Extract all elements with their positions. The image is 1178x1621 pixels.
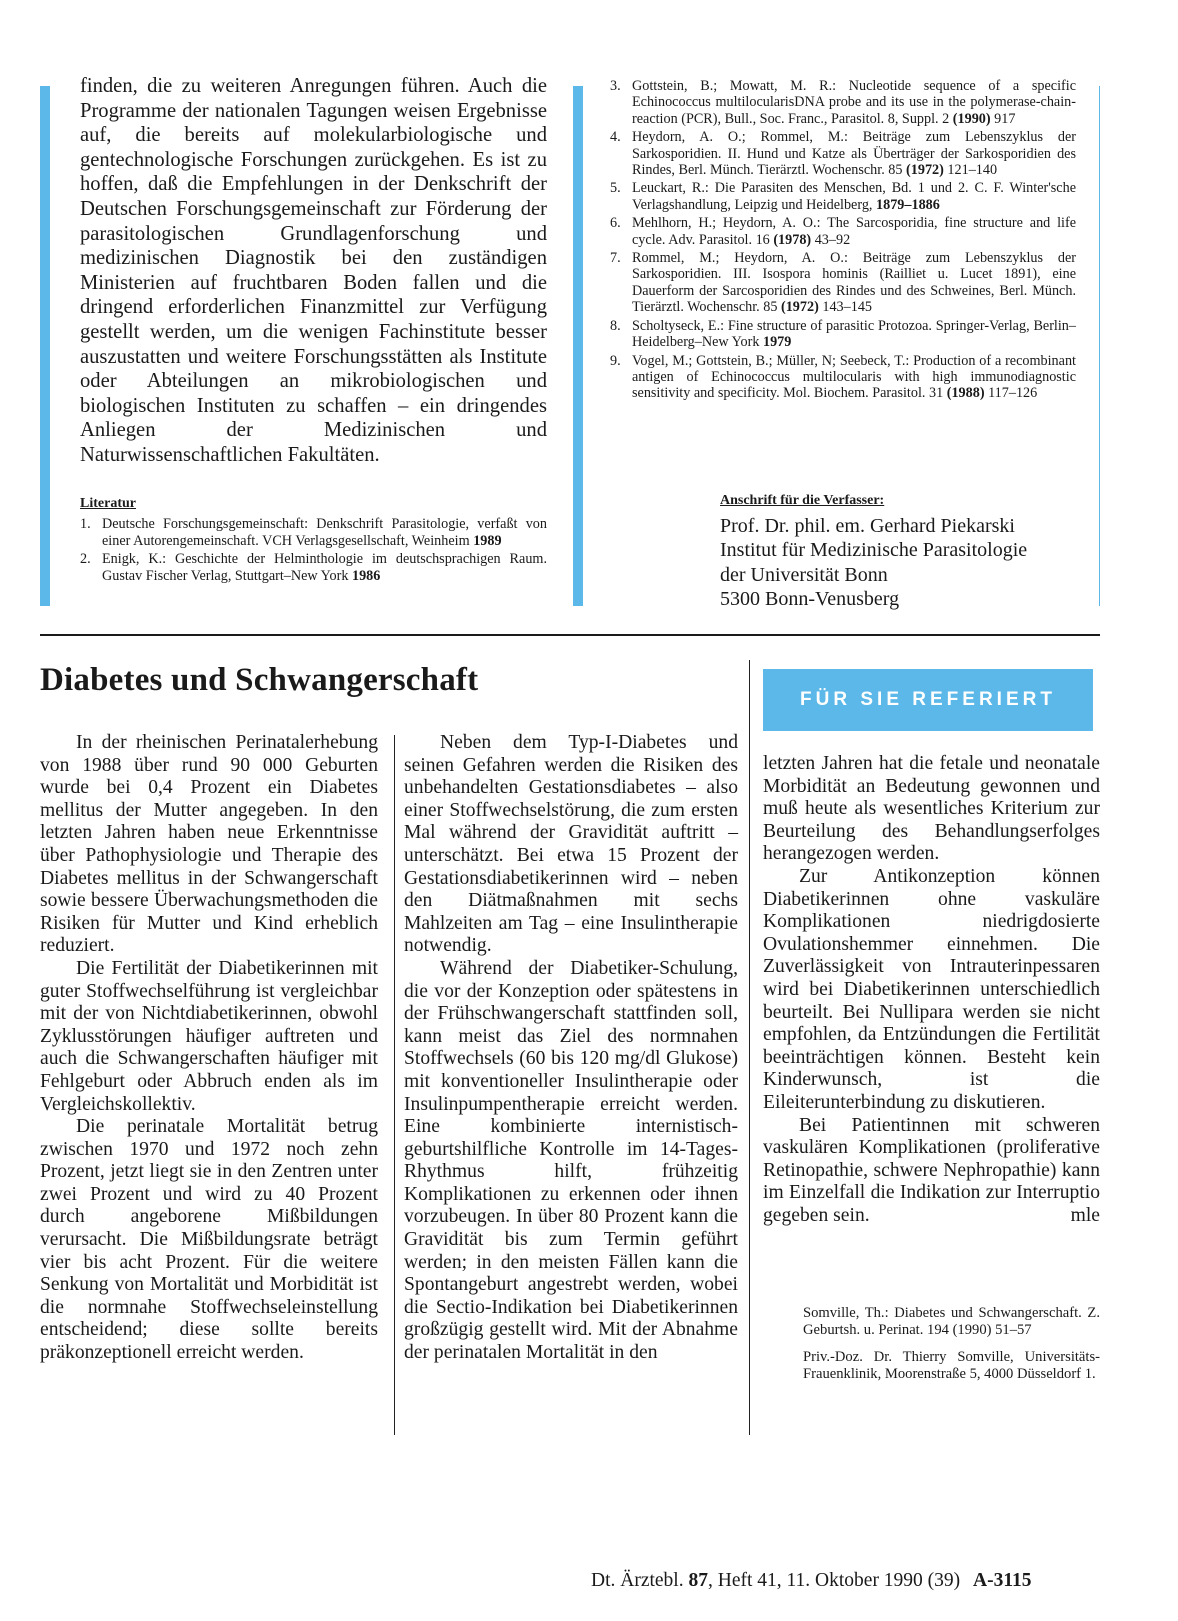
reference-body: Rommel, M.; Heydorn, A. O.: Beiträge zum Lebenszyklus der Sarkosporidien. III. Isospora hominis (Railliet u. Lucet 1891), eine Dauerform der Sarcosporidien des Rindes und des Schweines, Berl. Münch. Tierärztl. Wochenschr. 85 (632, 250, 1076, 316)
reference-text (632, 318, 1076, 351)
reference-item (610, 318, 1076, 351)
article-column-1 (40, 732, 378, 1365)
author-address (720, 493, 1090, 612)
reference-body: Scholtyseck, E.: Fine structure of parasitic Protozoa. Springer-Verlag, Berlin–Heidelberg–New York (632, 317, 1076, 351)
source-block (803, 1305, 1100, 1393)
column-divider (749, 660, 750, 1435)
last-paragraph-text: Bei Patientinnen mit schweren vaskulären Komplikationen (proliferative Retinopathie, schwere Nephropathie) kann im Einzelfall die Indikation zur Interruptio gegeben sein. (763, 1114, 1100, 1226)
reference-text (102, 516, 547, 549)
journal-volume: 87 (688, 1570, 708, 1591)
reference-body: Mehlhorn, H.; Heydorn, A. O.: The Sarcosporidia, fine structure and life cycle. Adv. Parasitol. 16 (632, 215, 1076, 248)
paragraph: In der rheinischen Perinatalerhebung von 1988 über rund 90 000 Geburten wurde bei 0,4 Prozent ein Diabetes mellitus der Mutter angegeben. In den letzten Jahren haben neue Erkenntnisse über Pathophysiologie und Therapie des Diabetes mellitus in der Schwangerschaft sowie bessere Überwachungsmethoden die Risiken für Mutter und Kind erheblich reduziert. (40, 732, 378, 957)
reference-number: 5. (610, 180, 621, 197)
issue-date: , Heft 41, 11. Oktober 1990 (39) (707, 1570, 961, 1591)
paragraph: letzten Jahren hat die fetale und neonatale Morbidität an Bedeutung gewonnen und muß heute als wesentliches Kriterium zur Beurteilung des Behandlungserfolges herangezogen werden. (763, 753, 1100, 865)
source-citation: Somville, Th.: Diabetes und Schwangerschaft. Z. Geburtsh. u. Perinat. 194 (1990) 51–57 (803, 1305, 1100, 1338)
reference-item (610, 353, 1076, 402)
article-paragraph: finden, die zu weiteren Anregungen führen. Auch die Programme der nationalen Tagungen weisen Ergebnisse auf, die bereits auf molekularbiologische und gentechnologische Forschungen zurückgehen. Es ist zu hoffen, daß die Empfehlungen in der Denkschrift der Deutschen Forschungsgemeinschaft zur Förderung der parasitologischen Grundlagenforschung und medizinischen Diagnostik bei den zuständigen Ministerien auf fruchtbaren Boden fallen und die dringend erforderlichen Finanzmittel zur Verfügung gestellt werden, um die wenigen Fachinstitute besser auszustatten und weitere Forschungsstätten als Institute oder Abteilungen an mikrobiologischen und biologischen Instituten zu schaffen – ein dringendes Anliegen der Medizinischen und Naturwissenschaftlichen Fakultäten. (80, 75, 547, 466)
reference-pages: 143–145 (822, 299, 873, 316)
page-footer (591, 1570, 1032, 1592)
address-line: der Universität Bonn (720, 563, 888, 586)
reference-year: (1990) (952, 110, 991, 127)
paragraph: Die Fertilität der Diabetikerinnen mit guter Stoffwechselführung ist vergleichbar mit der von Nichtdiabetikerinnen, obwohl Zyklusstörungen häufiger auftreten und auch die Schwangerschaften häufiger mit Fehlgeburt oder Abbruch enden als im Vergleichskollektiv. (40, 957, 378, 1115)
reference-pages: 117–126 (988, 385, 1038, 402)
address-line: 5300 Bonn-Venusberg (720, 588, 900, 611)
reference-list-left (80, 516, 547, 584)
reference-pages: 43–92 (814, 231, 851, 248)
address-line: Institut für Medizinische Parasitologie (720, 539, 1028, 562)
section-divider (40, 634, 1100, 636)
reference-year: (1988) (946, 385, 985, 402)
reference-year: 1989 (473, 532, 502, 549)
accent-bar-middle (573, 86, 583, 606)
paragraph (763, 1115, 1100, 1228)
reference-text (632, 180, 1076, 213)
reference-pages: 121–140 (947, 162, 998, 179)
article-column-3 (763, 753, 1100, 1227)
article-title: Diabetes und Schwangerschaft (40, 662, 479, 698)
reference-text (632, 215, 1076, 248)
reference-number: 9. (610, 352, 621, 369)
reference-item (610, 129, 1076, 178)
reference-text (632, 129, 1076, 178)
article-column-2 (404, 732, 738, 1365)
reference-item (610, 180, 1076, 213)
reference-body: Enigk, K.: Geschichte der Helminthologie im deutschsprachigen Raum. Gustav Fischer Verlag, Stuttgart–New York (102, 551, 547, 584)
reference-text (102, 551, 547, 584)
reference-number: 1. (80, 516, 91, 533)
reference-number: 2. (80, 551, 91, 568)
reference-text (632, 353, 1076, 402)
source-address: Priv.-Doz. Dr. Thierry Somville, Universitäts-Frauenklinik, Moorenstraße 5, 4000 Düsseldorf 1. (803, 1349, 1100, 1382)
reference-item (80, 516, 547, 549)
reference-body: Leuckart, R.: Die Parasiten des Menschen, Bd. 1 und 2. C. F. Winter'sche Verlagshandlung, Leipzig und Heidelberg, (632, 180, 1076, 213)
reference-number: 3. (610, 78, 621, 94)
reference-year: (1978) (773, 231, 812, 248)
accent-bar-left (40, 86, 50, 606)
paragraph: Zur Antikonzeption können Diabetikerinnen ohne vaskuläre Komplikationen niedrigdosierte Ovulationshemmer einnehmen. Die Zuverlässigkeit von Intrauterinpessaren wird bei Diabetikerinnen unterschiedlich beurteilt. Bei Nullipara werden sie nicht empfohlen, da Entzündungen die Fertilität beeinträchtigen können. Besteht kein Kinderwunsch, ist die Eileiterunterbindung zu diskutieren. (763, 865, 1100, 1113)
paragraph: Neben dem Typ-I-Diabetes und seinen Gefahren werden die Risiken des unbehandelten Gestationsdiabetes – also einer Stoffwechselstörung, die zum ersten Mal während der Gravidität auftritt – unterschätzt. Bei etwa 15 Prozent der Gestationsdiabetikerinnen wird – neben den Diätmaßnahmen mit sechs Mahlzeiten am Tag – eine Insulintherapie notwendig. (404, 732, 738, 957)
reference-number: 4. (610, 129, 621, 146)
journal-name: Dt. Ärztebl. (591, 1570, 684, 1591)
reference-year: (1972) (780, 299, 819, 316)
reference-item (610, 250, 1076, 316)
reference-body: Gottstein, B.; Mowatt, M. R.: Nucleotide sequence of a specific Echinococcus multilocularisDNA probe and its use in the polymerase-chain-reaction (PCR), Bull., Soc. Franc., Parasitol. 8, Suppl. 2 (632, 78, 1076, 127)
address-line: Prof. Dr. phil. em. Gerhard Piekarski (720, 515, 1015, 537)
reference-number: 7. (610, 250, 621, 267)
reference-number: 8. (610, 317, 621, 334)
continued-article-text (80, 74, 547, 468)
reference-text (632, 78, 1076, 127)
reference-item (80, 551, 547, 584)
badge-label: FÜR SIE REFERIERT (800, 689, 1056, 710)
reference-body: Deutsche Forschungsgemeinschaft: Denkschrift Parasitologie, verfaßt von einer Autorengemeinschaft. VCH Verlagsgesellschaft, Weinheim (102, 516, 547, 549)
literature-heading: Literatur (80, 496, 136, 511)
reference-number: 6. (610, 215, 621, 232)
reference-item (610, 78, 1076, 127)
reference-year: 1986 (351, 567, 381, 584)
page-number: A-3115 (973, 1570, 1032, 1591)
column-divider (394, 735, 395, 1435)
accent-line-right (1099, 86, 1100, 606)
reference-body: Vogel, M.; Gottstein, B.; Müller, N; Seebeck, T.: Production of a recombinant antigen of Echinococcus multilocularis with high immunodiagnostic sensitivity and specificity. Mol. Biochem. Parasitol. 31 (632, 352, 1076, 402)
reference-pages: 917 (994, 110, 1016, 127)
reference-year: 1879–1886 (876, 196, 940, 213)
reference-list-right (610, 78, 1076, 402)
reference-year: 1979 (762, 334, 792, 351)
referiert-badge (763, 669, 1093, 731)
reference-item (610, 215, 1076, 248)
author-signature: mle (1070, 1204, 1100, 1226)
paragraph: Während der Diabetiker-Schulung, die vor der Konzeption oder spätestens in der Frühschwangerschaft stattfinden soll, kann meist das Ziel des normnahen Stoffwechsels (60 bis 120 mg/dl Glukose) mit konventioneller Insulintherapie oder Insulinpumpentherapie erreicht werden. Eine kombinierte internistisch-geburtshilfliche Kontrolle im 14-Tages-Rhythmus hilft, frühzeitig Komplikationen zu erkennen oder ihnen vorzubeugen. In über 80 Prozent kann die Gravidität bis zum Termin geführt werden; in den meisten Fällen kann die Spontangeburt angestrebt werden, wobei die Sectio-Indikation bei Diabetikerinnen großzügig gestellt wird. Mit der Abnahme der perinatalen Mortalität in den (404, 957, 738, 1364)
reference-year: (1972) (906, 162, 944, 179)
reference-list-right-section (610, 78, 1076, 404)
reference-body: Heydorn, A. O.; Rommel, M.: Beiträge zum Lebenszyklus der Sarkosporidien. II. Hund und Katze als Überträger der Sarkosporidien des Rindes, Berl. Münch. Tierärztl. Wochenschr. 85 (632, 129, 1076, 179)
address-heading: Anschrift für die Verfasser: (720, 493, 885, 508)
literature-section (80, 496, 547, 586)
reference-text (632, 250, 1076, 316)
paragraph: Die perinatale Mortalität betrug zwischen 1970 und 1972 noch zehn Prozent, jetzt liegt sie in den Zentren unter zwei Prozent und wird zu 40 Prozent durch angeborene Mißbildungen verursacht. Die Mißbildungsrate beträgt vier bis acht Prozent. Für die weitere Senkung von Mortalität und Morbidität ist die normnahe Stoffwechseleinstellung entscheidend; diese sollte bereits präkonzeptionell erreicht werden. (40, 1116, 378, 1364)
